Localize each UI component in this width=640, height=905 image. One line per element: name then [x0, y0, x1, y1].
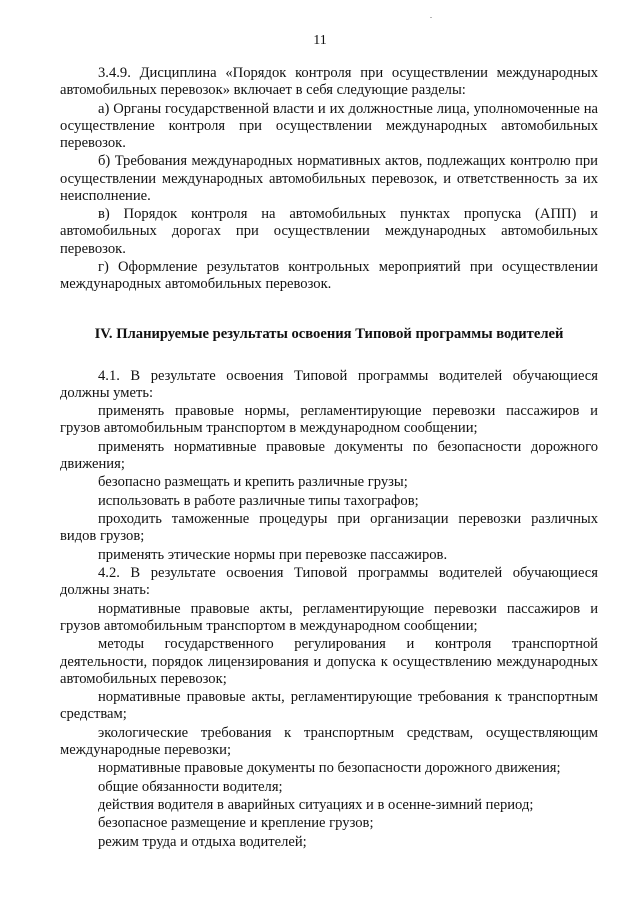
knowledge-item: действия водителя в аварийных ситуациях и в осенне-зимний период; — [98, 797, 534, 814]
skill-item: применять этические нормы при перевозке пассажиров. — [98, 546, 448, 563]
knowledge-item: методы государственного регулирования и контроля транспортной деятельности, порядок лицензирования и допуска к осуществлению международных автомобильных перевозок; — [60, 636, 598, 687]
list-item-b: б) Требования международных нормативных актов, подлежащих контролю при осуществлении международных автомобильных перевозок, и ответственность за их неисполнение. — [60, 153, 598, 204]
scan-speck — [430, 17, 432, 18]
list-item-g: г) Оформление результатов контрольных мероприятий при осуществлении международных автомобильных перевозок. — [60, 258, 598, 293]
skill-item: проходить таможенные процедуры при организации перевозки различных видов грузов; — [60, 511, 598, 545]
list-item-a: а) Органы государственной власти и их должностные лица, уполномоченные на осуществление контроля при осуществлении международных автомобильных перевозок. — [60, 100, 598, 151]
section-heading: IV. Планируемые результаты освоения Типовой программы водителей — [94, 326, 564, 343]
knowledge-item: экологические требования к транспортным средствам, осуществляющим международные перевозки; — [60, 724, 598, 758]
paragraph-4-1: 4.1. В результате освоения Типовой программы водителей обучающиеся должны уметь: — [60, 367, 598, 401]
knowledge-item: безопасное размещение и крепление грузов; — [98, 815, 374, 832]
knowledge-item: нормативные правовые документы по безопасности дорожного движения; — [98, 760, 561, 777]
skill-item: безопасно размещать и крепить различные грузы; — [98, 474, 408, 491]
skill-item: применять нормативные правовые документы по безопасности дорожного движения; — [60, 438, 598, 472]
knowledge-item: режим труда и отдыха водителей; — [98, 833, 307, 850]
list-item-v: в) Порядок контроля на автомобильных пунктах пропуска (АПП) и автомобильных дорогах при осуществлении международных автомобильных перевозок. — [60, 206, 598, 257]
knowledge-item: общие обязанности водителя; — [98, 778, 283, 795]
knowledge-item: нормативные правовые акты, регламентирующие перевозки пассажиров и грузов автомобильным транспортом в международном сообщении; — [60, 600, 598, 634]
skill-item: применять правовые нормы, регламентирующие перевозки пассажиров и грузов автомобильным транспортом в международном сообщении; — [60, 403, 598, 437]
document-body — [60, 65, 598, 851]
knowledge-item: нормативные правовые акты, регламентирующие требования к транспортным средствам; — [60, 689, 598, 723]
paragraph-4-2: 4.2. В результате освоения Типовой программы водителей обучающиеся должны знать: — [60, 565, 598, 599]
page-number: 11 — [313, 33, 327, 48]
skill-item: использовать в работе различные типы тахографов; — [98, 492, 419, 509]
paragraph-3-4-9: 3.4.9. Дисциплина «Порядок контроля при осуществлении международных автомобильных перевозок» включает в себя следующие разделы: — [60, 65, 598, 99]
